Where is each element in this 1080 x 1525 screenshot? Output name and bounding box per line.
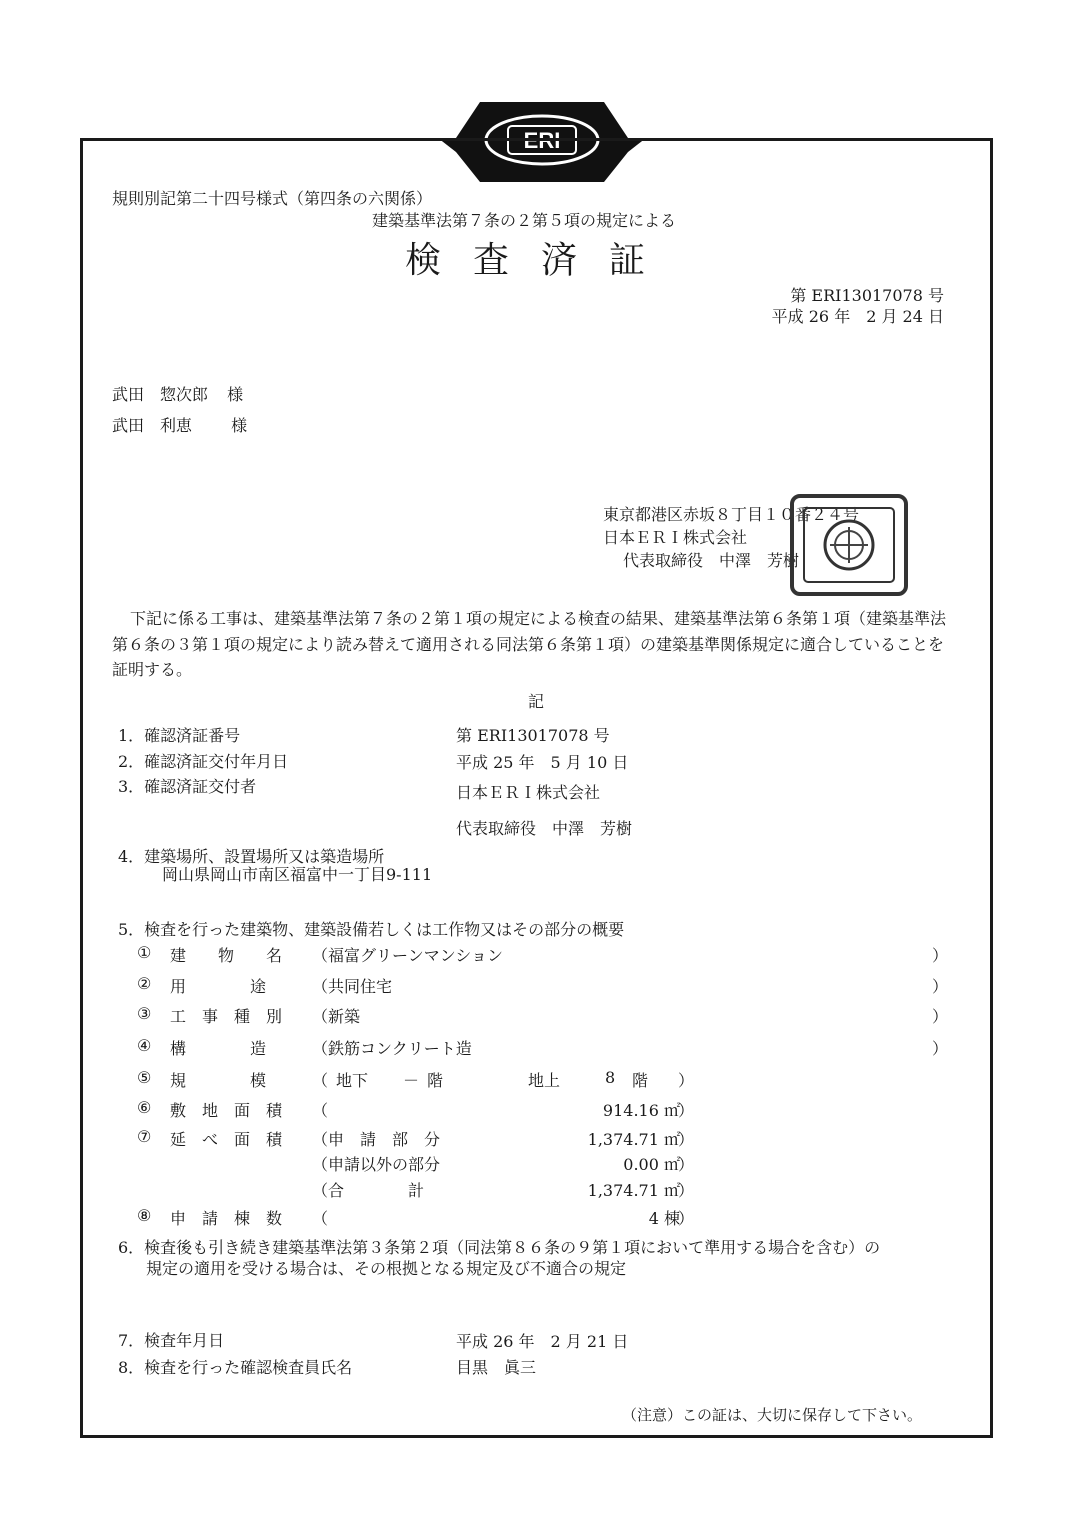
ov-row-8-num: ⑧ xyxy=(137,1206,152,1225)
above-ground-unit: 階 xyxy=(632,1071,649,1090)
structure: 鉄筋コンクリート造 xyxy=(328,1039,472,1058)
notice-text: （注意）この証は、大切に保存して下さい。 xyxy=(621,1406,922,1424)
above-ground-value: 8 xyxy=(605,1068,616,1087)
ov-row-5-num: ⑤ xyxy=(137,1068,152,1087)
item-5-label: 5．検査を行った建築物、建築設備若しくは工作物又はその部分の概要 xyxy=(118,920,625,939)
above-ground-label: 地上 xyxy=(528,1071,561,1090)
below-ground-unit: 階 xyxy=(427,1071,444,1090)
building-use: 共同住宅 xyxy=(328,977,393,996)
ov-row-1-num: ① xyxy=(137,943,152,962)
issue-date: 平成 26 年 2 月 24 日 xyxy=(771,307,944,326)
item-2-value: 平成 25 年 5 月 10 日 xyxy=(456,753,629,772)
work-type: 新築 xyxy=(328,1007,361,1026)
ov-row-7-num: ⑦ xyxy=(137,1127,152,1146)
ov-row-1-label: 建 物 名 xyxy=(170,946,283,965)
ov-row-4-label: 構 造 xyxy=(170,1039,267,1058)
item-2-label: 2．確認済証交付年月日 xyxy=(118,752,289,771)
ov-row-5-label: 規 模 xyxy=(170,1071,267,1090)
certificate-number: 第 ERI13017078 号 xyxy=(790,286,944,305)
ov-row-6-label: 敷 地 面 積 xyxy=(170,1101,283,1120)
issuer-address: 東京都港区赤坂８丁目１０番２４号 xyxy=(603,505,860,524)
ov-row-7-sub2: （申請以外の部分 xyxy=(312,1155,441,1174)
ov-row-5-close: ） xyxy=(678,1071,695,1090)
ov-row-6-num: ⑥ xyxy=(137,1098,152,1117)
item-4-label: 4．建築場所、設置場所又は築造場所 xyxy=(118,847,385,866)
building-name: 福富グリーンマンション xyxy=(328,946,503,965)
ov-row-3-label: 工 事 種 別 xyxy=(170,1007,283,1026)
document-title: 検査済証 xyxy=(405,240,678,281)
svg-text:ERI: ERI xyxy=(523,128,561,153)
ov-row-1-close: ） xyxy=(932,946,949,965)
item-1-label: 1．確認済証番号 xyxy=(118,726,241,745)
other-part-label: 申請以外の部分 xyxy=(328,1155,441,1174)
total-label: 合 計 xyxy=(328,1181,425,1200)
ov-row-7-sub2-close: ） xyxy=(678,1155,695,1174)
recipient-1 xyxy=(112,382,243,405)
form-label: 規則別記第二十四号様式（第四条の六関係） xyxy=(112,189,433,208)
recipient-suffix: 様 xyxy=(231,416,248,435)
recipient-2 xyxy=(112,413,247,436)
ov-row-2-value: （共同住宅 xyxy=(312,977,393,996)
item-1-value: 第 ERI13017078 号 xyxy=(456,726,610,745)
ov-row-3-num: ③ xyxy=(137,1004,152,1023)
item-8-label: 8．検査を行った確認検査員氏名 xyxy=(118,1358,353,1377)
certification-statement: 下記に係る工事は、建築基準法第７条の２第１項の規定による検査の結果、建築基準法第６条第１項（建築基準法第６条の３第１項の規定により読み替えて適用される同法第６条第１項）の建築基準関係規定に適合していることを証明する。 xyxy=(112,609,947,679)
issuer-representative: 代表取締役 中澤 芳樹 xyxy=(623,551,800,570)
company-seal xyxy=(788,492,910,598)
ov-row-4-num: ④ xyxy=(137,1036,152,1055)
item-4-value: 岡山県岡山市南区福富中一丁目9-111 xyxy=(162,865,433,884)
recipient-name: 武田 惣次郎 xyxy=(112,385,209,404)
other-part-value: 0.00 ㎡ xyxy=(623,1155,680,1174)
recipient-suffix: 様 xyxy=(227,385,244,404)
ov-row-7-label: 延 べ 面 積 xyxy=(170,1130,283,1149)
ov-row-4-value: （鉄筋コンクリート造 xyxy=(312,1039,472,1058)
ov-row-8-label: 申 請 棟 数 xyxy=(170,1209,283,1228)
item-6-line-2: 規定の適用を受ける場合は、その根拠となる規定及び不適合の規定 xyxy=(146,1259,627,1278)
ov-row-1-value: （福富グリーンマンション xyxy=(312,946,503,965)
ov-row-8-open: （ xyxy=(312,1209,329,1228)
ov-row-2-label: 用 途 xyxy=(170,977,267,996)
item-3-value-company: 日本ＥＲＩ株式会社 xyxy=(456,783,601,802)
ov-row-2-close: ） xyxy=(932,977,949,996)
below-ground-value: － xyxy=(403,1071,420,1090)
ov-row-6-open: （ xyxy=(312,1101,329,1120)
total-value: 1,374.71 ㎡ xyxy=(587,1181,680,1200)
ov-row-7-sub1-close: ） xyxy=(678,1130,695,1149)
item-7-value: 平成 26 年 2 月 21 日 xyxy=(456,1332,629,1351)
ov-row-7-sub3: （合 計 xyxy=(312,1181,425,1200)
ov-row-2-num: ② xyxy=(137,974,152,993)
recipient-name: 武田 利恵 xyxy=(112,416,193,435)
subtitle: 建築基準法第７条の２第５項の規定による xyxy=(372,211,677,230)
ki-heading: 記 xyxy=(528,692,545,711)
ov-row-7-sub1: （申 請 部 分 xyxy=(312,1130,441,1149)
applied-part-value: 1,374.71 ㎡ xyxy=(587,1130,680,1149)
ov-row-3-value: （新築 xyxy=(312,1007,361,1026)
ov-row-5-open: （ xyxy=(312,1071,329,1090)
ov-row-3-close: ） xyxy=(932,1007,949,1026)
item-3-value-rep: 代表取締役 中澤 芳樹 xyxy=(456,819,633,838)
item-7-label: 7．検査年月日 xyxy=(118,1331,225,1350)
site-area-value: 914.16 ㎡ xyxy=(602,1101,680,1120)
item-8-value: 目黒 眞三 xyxy=(456,1358,537,1377)
ov-row-7-sub3-close: ） xyxy=(678,1181,695,1200)
ov-row-8-close: ） xyxy=(678,1209,695,1228)
issuer-company: 日本ＥＲＩ株式会社 xyxy=(603,528,748,547)
item-3-label: 3．確認済証交付者 xyxy=(118,777,257,796)
below-ground-label: 地下 xyxy=(336,1071,369,1090)
ov-row-6-close: ） xyxy=(678,1101,695,1120)
ov-row-4-close: ） xyxy=(932,1039,949,1058)
applied-part-label: 申 請 部 分 xyxy=(328,1130,441,1149)
building-count-value: 4 棟 xyxy=(648,1209,680,1228)
item-6-line-1: 6．検査後も引き続き建築基準法第３条第２項（同法第８６条の９第１項において準用する場合を含む）の xyxy=(118,1238,881,1257)
